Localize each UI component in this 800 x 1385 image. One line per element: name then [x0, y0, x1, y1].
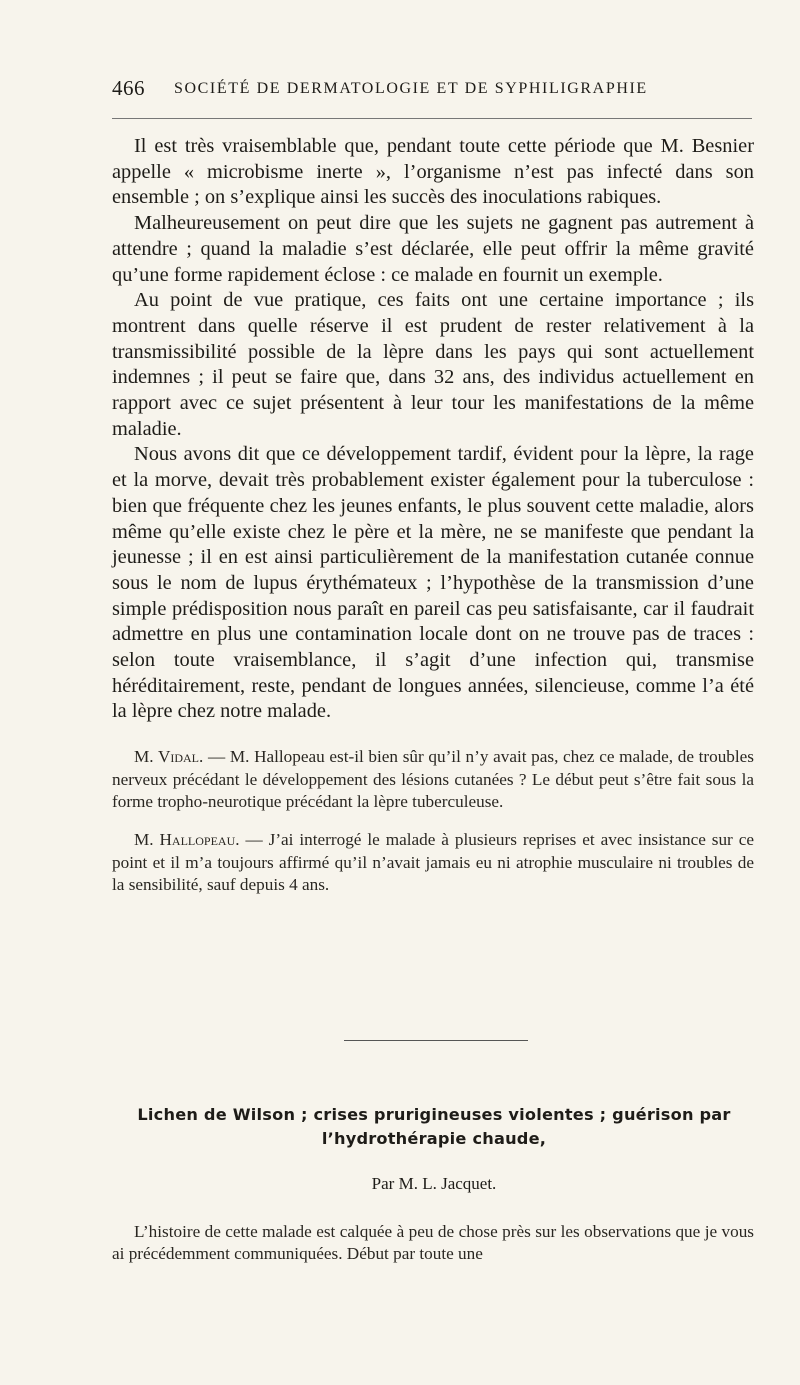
body-text — [112, 134, 754, 897]
paragraph: Malheureusement on peut dire que les sujets ne gagnent pas autrement à attendre ; quand la maladie s’est déclarée, elle peut offrir la même gravité qu’une forme rapidement éclose : ce malade en fournit un exemple. — [112, 212, 754, 286]
article-title-line: Lichen de Wilson ; crises prurigineuses violentes ; guérison par — [137, 1105, 731, 1124]
discussion-remark — [112, 746, 754, 813]
discussion-remark — [112, 829, 754, 896]
paragraph: Nous avons dit que ce développement tardif, évident pour la lèpre, la rage et la morve, devait très probablement exister également pour la tuberculose : bien que fréquente chez les jeunes enfants, le plus souvent cette maladie, alors même qu’elle existe chez le père et la mère, ne se manifeste que pendant la jeunesse ; il en est ainsi particulièrement de la manifestation cutanée connue sous le nom de lupus érythémateux ; l’hypothèse de la transmission d’une simple prédisposition nous paraît en pareil cas peu satisfaisante, car il faudrait admettre en plus une contamination locale dont on ne trouve pas de traces : selon toute vraisemblance, il s’agit d’une infection qui, transmise héréditairement, reste, pendant de longues années, silencieuse, comme l’a été la lèpre chez notre malade. — [112, 443, 754, 723]
page-header — [112, 76, 752, 106]
paragraph: Au point de vue pratique, ces faits ont une certaine importance ; ils montrent dans quelle réserve il est prudent de rester relativement à la transmissibilité possible de la lèpre dans les pays qui sont actuellement indemnes ; il peut se faire que, dans 32 ans, des individus actuellement en rapport avec ce sujet présentent à leur tour les manifestations de la même maladie. — [112, 289, 754, 440]
speaker-name: M. Vidal. — [134, 747, 204, 767]
article-title-line: l’hydrothérapie chaude, — [321, 1129, 547, 1148]
paragraph: Il est très vraisemblable que, pendant toute cette période que M. Besnier appelle « microbisme inerte », l’organisme n’est pas infecté dans son ensemble ; on s’explique ainsi les succès des inoculations rabiques. — [112, 135, 754, 209]
article-title — [112, 1103, 756, 1151]
article-intro — [112, 1221, 754, 1266]
paragraph: L’histoire de cette malade est calquée à peu de chose près sur les observations que je vous ai précédemment communiquées. Début par toute une — [112, 1222, 754, 1264]
speaker-name: M. Hallopeau. — [134, 830, 240, 850]
header-rule — [112, 118, 752, 119]
remark-text: — M. Hallopeau est-il bien sûr qu’il n’y avait pas, chez ce malade, de troubles nerveux précédant le développement des lésions cutanées ? Le début peut s’être fait sous la forme tropho-neurotique précédant la lèpre tuberculeuse. — [112, 747, 754, 811]
section-separator — [344, 1040, 528, 1041]
page-number: 466 — [112, 76, 145, 100]
running-head: SOCIÉTÉ DE DERMATOLOGIE ET DE SYPHILIGRAPHIE — [174, 80, 648, 97]
remark-text: — J’ai interrogé le malade à plusieurs reprises et avec insistance sur ce point et il m’a toujours affirmé qu’il n’avait jamais eu ni atrophie musculaire ni troubles de la sensibilité, sauf depuis 4 ans. — [112, 830, 754, 895]
article-author: Par M. L. Jacquet. — [371, 1174, 497, 1193]
